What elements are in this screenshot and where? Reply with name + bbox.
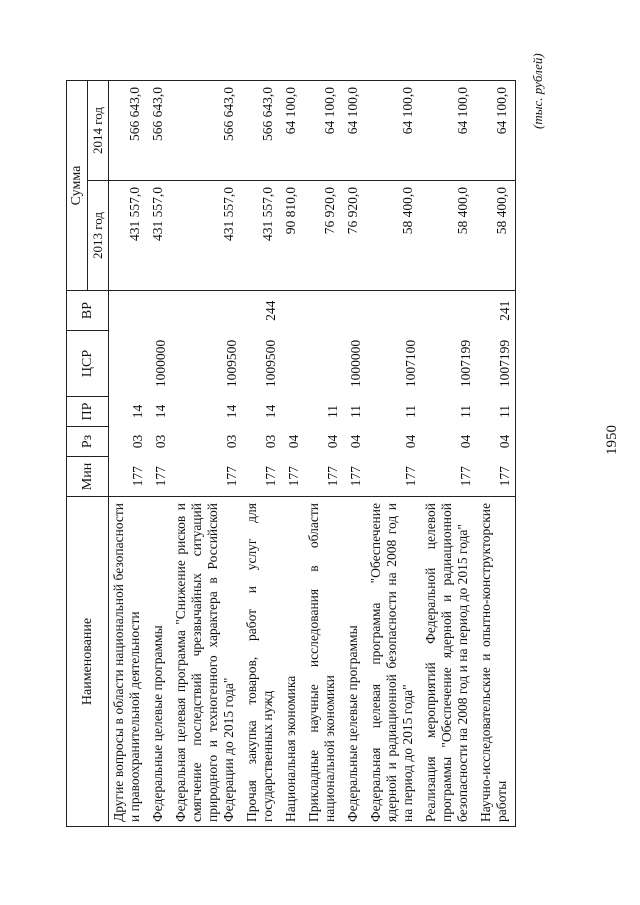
row-csr: 1009500: [263, 339, 278, 388]
row-csr: 1000000: [348, 339, 363, 388]
row-vr: [148, 291, 171, 331]
row-rz: 04: [403, 434, 418, 449]
row-csr: [281, 331, 304, 397]
row-csr: 1009500: [224, 339, 239, 388]
row-csr: 1007199: [458, 339, 473, 388]
row-name: Реализация мероприятий Федеральной целевой программы "Обеспечение ядерной и радиационной безопасности на 2008 год и на период до 2015 года": [421, 497, 476, 827]
table-row: [476, 81, 516, 827]
header-vr: ВР: [67, 291, 109, 331]
row-name: Национальная экономика: [281, 497, 304, 827]
row-csr: 1007100: [403, 339, 418, 388]
row-sum-2014: 64 100,0: [366, 81, 421, 181]
row-sum-2013: 58 400,0: [476, 181, 516, 291]
row-sum-2014: 566 643,0: [242, 81, 281, 181]
header-rz: Рз: [67, 427, 109, 457]
row-csr: 1007199: [476, 331, 516, 397]
table-row: [171, 81, 242, 827]
row-sum-2013: 431 557,0: [148, 181, 171, 291]
row-sum-2014: 64 100,0: [476, 81, 516, 181]
row-sum-2013: 58 400,0: [366, 181, 421, 291]
row-rz: 03: [153, 434, 168, 449]
row-pr: 11: [476, 397, 516, 427]
row-rz: 03: [224, 434, 239, 449]
row-vr: [281, 291, 304, 331]
table-row: [148, 81, 171, 827]
row-name: Федеральные целевые программы: [343, 497, 366, 827]
header-min: Мин: [67, 457, 109, 497]
row-pr: 14: [263, 404, 278, 419]
row-sum-2014: 64 100,0: [343, 81, 366, 181]
table-row: [242, 81, 281, 827]
row-min: 177: [148, 457, 171, 497]
row-csr: [304, 331, 343, 397]
row-min: 177: [343, 457, 366, 497]
row-sum-2014: 64 100,0: [304, 81, 343, 181]
row-pr: 11: [403, 405, 418, 418]
row-rz: 04: [286, 434, 301, 449]
row-min: 177: [421, 457, 476, 497]
row-vr: 244: [242, 291, 281, 331]
row-vr: [109, 291, 149, 331]
row-rz: 03: [263, 434, 278, 449]
header-sum: Сумма: [67, 81, 88, 291]
row-vr: [421, 291, 476, 331]
row-pr: [281, 397, 304, 427]
table-body: [109, 81, 516, 827]
row-sum-2014: 64 100,0: [281, 81, 304, 181]
table-row: [109, 81, 149, 827]
row-min: 177: [171, 457, 242, 497]
row-sum-2013: 76 920,0: [343, 181, 366, 291]
row-name: Федеральная целевая программа "Снижение рисков и смягчение последствий чрезвычайных ситуаций природного и техногенного характера в Российской Федерации до 2015 года": [171, 497, 242, 827]
row-name: Прикладные научные исследования в области национальной экономики: [304, 497, 343, 827]
row-name: Научно-исследовательские и опытно-конструкторские работы: [476, 497, 516, 827]
header-pr: ПР: [67, 397, 109, 427]
row-vr: [343, 291, 366, 331]
header-2013: 2013 год: [88, 181, 109, 291]
row-sum-2014: 64 100,0: [421, 81, 476, 181]
row-min: 177: [366, 457, 421, 497]
row-min: 177: [281, 457, 304, 497]
row-vr: 241: [476, 291, 516, 331]
row-sum-2014: 566 643,0: [109, 81, 149, 181]
row-name: Федеральная целевая программа "Обеспечение ядерной и радиационной безопасности на 2008 год и на период до 2015 года": [366, 497, 421, 827]
row-rz: 04: [476, 427, 516, 457]
row-name: Прочая закупка товаров, работ и услуг для государственных нужд: [242, 497, 281, 827]
header-2014: 2014 год: [88, 81, 109, 181]
row-name: Федеральные целевые программы: [148, 497, 171, 827]
row-pr: 14: [153, 404, 168, 419]
row-sum-2013: 431 557,0: [171, 181, 242, 291]
row-sum-2014: 566 643,0: [148, 81, 171, 181]
row-sum-2013: 76 920,0: [304, 181, 343, 291]
row-rz: 03: [130, 434, 145, 449]
table-row: [343, 81, 366, 827]
budget-table: [66, 80, 516, 827]
header-name: Наименование: [67, 497, 109, 827]
row-vr: [304, 291, 343, 331]
row-csr: 1000000: [153, 339, 168, 388]
row-sum-2013: 431 557,0: [109, 181, 149, 291]
row-pr: 14: [224, 404, 239, 419]
row-vr: [366, 291, 421, 331]
row-vr: [171, 291, 242, 331]
row-pr: 11: [348, 405, 363, 418]
row-min: 177: [242, 457, 281, 497]
table-row: [304, 81, 343, 827]
table-row: [421, 81, 476, 827]
row-name: Другие вопросы в области национальной безопасности и правоохранительной деятельности: [109, 497, 149, 827]
row-min: 177: [109, 457, 149, 497]
row-pr: 11: [325, 405, 340, 418]
row-min: 177: [304, 457, 343, 497]
row-pr: 11: [458, 405, 473, 418]
row-sum-2013: 90 810,0: [281, 181, 304, 291]
row-sum-2014: 566 643,0: [171, 81, 242, 181]
row-rz: 04: [325, 434, 340, 449]
table-header: [67, 81, 109, 827]
row-csr: [109, 331, 149, 397]
row-min: 177: [476, 457, 516, 497]
row-rz: 04: [348, 434, 363, 449]
row-sum-2013: 58 400,0: [421, 181, 476, 291]
row-sum-2013: 431 557,0: [242, 181, 281, 291]
row-pr: 14: [130, 404, 145, 419]
table-row: [366, 81, 421, 827]
table-row: [281, 81, 304, 827]
row-rz: 04: [458, 434, 473, 449]
page-number: 1950: [604, 425, 620, 455]
units-note: (тыс. рублей): [530, 53, 545, 129]
header-csr: ЦСР: [67, 331, 109, 397]
